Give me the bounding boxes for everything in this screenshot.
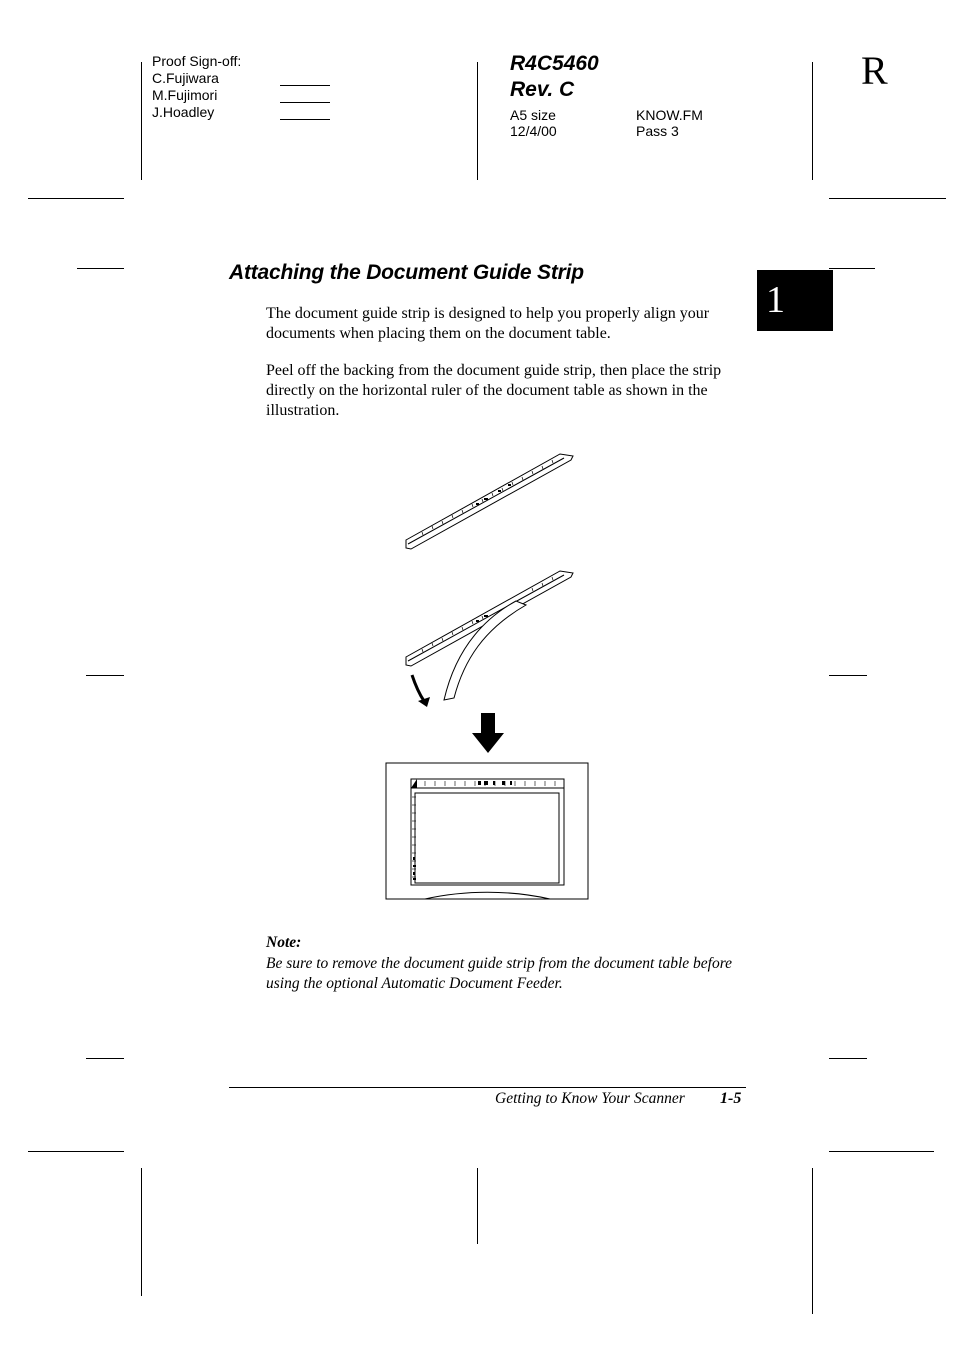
body-paragraph: The document guide strip is designed to help you properly align your documents when placing them on the document table. (266, 305, 710, 342)
body-paragraph: Peel off the backing from the document guide strip, then place the strip directly on the horizontal ruler of the document table as shown in the illustration. (266, 362, 722, 419)
note-text: Be sure to remove the document guide strip from the document table before using the optional Automatic Document Feeder. (266, 955, 733, 992)
corner-letter: R (861, 48, 888, 93)
crop-mark (829, 268, 875, 269)
proof-signoff (152, 53, 241, 121)
crop-mark (829, 675, 867, 676)
crop-mark (829, 1151, 934, 1152)
crop-mark (28, 198, 124, 199)
doc-code: R4C5460 (510, 52, 599, 75)
crop-mark (477, 1168, 478, 1244)
crop-mark (86, 1058, 124, 1059)
doc-file: KNOW.FM (636, 107, 703, 123)
chapter-number: 1 (766, 279, 785, 321)
crop-mark (812, 1168, 813, 1314)
arrow-down-icon (470, 713, 506, 755)
proof-name: M.Fujimori (152, 87, 218, 103)
proof-title: Proof Sign-off: (152, 53, 242, 69)
doc-date: 12/4/00 (510, 123, 557, 139)
signature-line (280, 102, 330, 103)
footer-chapter-title: Getting to Know Your Scanner (495, 1090, 685, 1107)
proof-name: C.Fujiwara (152, 70, 219, 86)
crop-mark (86, 675, 124, 676)
chapter-tab (757, 270, 833, 331)
crop-mark (829, 198, 946, 199)
crop-mark (812, 62, 813, 180)
guide-strip-illustration (398, 448, 578, 553)
footer-rule (229, 1087, 746, 1088)
doc-pass: Pass 3 (636, 123, 679, 139)
crop-mark (477, 62, 478, 180)
peel-backing-illustration (398, 565, 578, 710)
proof-name: J.Hoadley (152, 104, 215, 120)
crop-mark (28, 1151, 124, 1152)
note-label: Note: (266, 934, 302, 951)
page-number: 1-5 (720, 1090, 742, 1107)
document-table-illustration (385, 762, 591, 902)
crop-mark (77, 268, 124, 269)
crop-mark (829, 1058, 867, 1059)
doc-size: A5 size (510, 107, 556, 123)
signature-line (280, 119, 330, 120)
section-heading: Attaching the Document Guide Strip (229, 261, 584, 284)
signature-line (280, 85, 330, 86)
doc-revision: Rev. C (510, 78, 575, 101)
crop-mark (141, 62, 142, 180)
crop-mark (141, 1168, 142, 1296)
